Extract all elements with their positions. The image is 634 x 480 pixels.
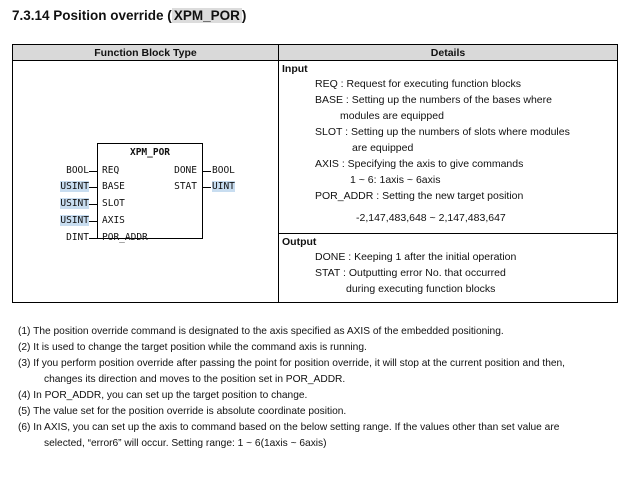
input-wire-req xyxy=(89,171,97,172)
note-6-cont: selected, “error6” will occur. Setting range: 1 ~ 6(1axis ~ 6axis) xyxy=(44,438,327,449)
input-desc-axis-range: 1 ~ 6: 1axis ~ 6axis xyxy=(350,174,441,186)
output-type-stat: UINT xyxy=(212,181,235,192)
note-3: (3) If you perform position override after passing the point for position override, it will stop at the current position and then, xyxy=(18,358,566,369)
input-desc-por-addr: POR_ADDR : Setting the new target position xyxy=(315,190,524,202)
input-type-req: BOOL xyxy=(66,165,89,176)
output-section xyxy=(279,234,617,297)
note-2: (2) It is used to change the target position while the command axis is running. xyxy=(18,342,367,353)
output-desc-stat-cont: during executing function blocks xyxy=(346,283,496,295)
input-desc-slot: SLOT : Setting up the numbers of slots where modules xyxy=(315,126,570,138)
input-type-axis: USINT xyxy=(60,215,89,226)
input-desc-slot-cont: are equipped xyxy=(352,142,414,154)
title-prefix: 7.3.14 Position override ( xyxy=(12,8,172,23)
section-title xyxy=(12,8,246,23)
function-block-table xyxy=(12,44,618,303)
input-name-slot: SLOT xyxy=(102,198,125,209)
input-wire-base xyxy=(89,187,97,188)
details-cell xyxy=(279,61,618,303)
input-wire-slot xyxy=(89,204,97,205)
header-details: Details xyxy=(279,45,618,61)
header-function-block-type: Function Block Type xyxy=(13,45,279,61)
note-3-cont: changes its direction and moves to the position set in POR_ADDR. xyxy=(44,374,346,385)
output-wire-done xyxy=(203,171,211,172)
function-block-diagram-cell xyxy=(13,61,279,303)
input-name-req: REQ xyxy=(102,165,120,176)
notes-list xyxy=(18,324,618,452)
output-type-done: BOOL xyxy=(212,165,235,176)
input-name-axis: AXIS xyxy=(102,215,125,226)
note-1: (1) The position override command is designated to the axis specified as AXIS of the embedded positioning. xyxy=(18,326,504,337)
output-heading: Output xyxy=(282,236,317,248)
input-wire-por-addr xyxy=(89,238,97,239)
output-wire-stat xyxy=(203,187,211,188)
input-wire-axis xyxy=(89,221,97,222)
input-desc-base: BASE : Setting up the numbers of the bases where xyxy=(315,94,552,106)
output-desc-stat: STAT : Outputting error No. that occurred xyxy=(315,267,506,279)
input-desc-por-addr-range: -2,147,483,648 ~ 2,147,483,647 xyxy=(356,212,506,224)
output-desc-done: DONE : Keeping 1 after the initial operation xyxy=(315,251,517,263)
input-name-base: BASE xyxy=(102,181,125,192)
note-4: (4) In POR_ADDR, you can set up the target position to change. xyxy=(18,390,308,401)
output-name-done: DONE xyxy=(174,165,197,176)
title-suffix: ) xyxy=(241,8,247,23)
input-name-por-addr: POR_ADDR xyxy=(102,232,148,243)
function-block-diagram xyxy=(13,61,278,302)
function-block-name: XPM_POR xyxy=(129,147,171,158)
note-5: (5) The value set for the position override is absolute coordinate position. xyxy=(18,406,347,417)
input-heading: Input xyxy=(282,63,308,75)
title-highlight: XPM_POR xyxy=(173,8,240,23)
input-type-base: USINT xyxy=(60,181,89,192)
input-desc-axis: AXIS : Specifying the axis to give commands xyxy=(315,158,524,170)
input-section xyxy=(279,61,617,234)
input-desc-base-cont: modules are equipped xyxy=(340,110,444,122)
input-desc-req: REQ : Request for executing function blocks xyxy=(315,78,522,90)
input-type-slot: USINT xyxy=(60,198,89,209)
input-type-por-addr: DINT xyxy=(66,232,89,243)
output-name-stat: STAT xyxy=(174,181,197,192)
note-6: (6) In AXIS, you can set up the axis to command based on the below setting range. If the values other than set value are xyxy=(18,422,560,433)
